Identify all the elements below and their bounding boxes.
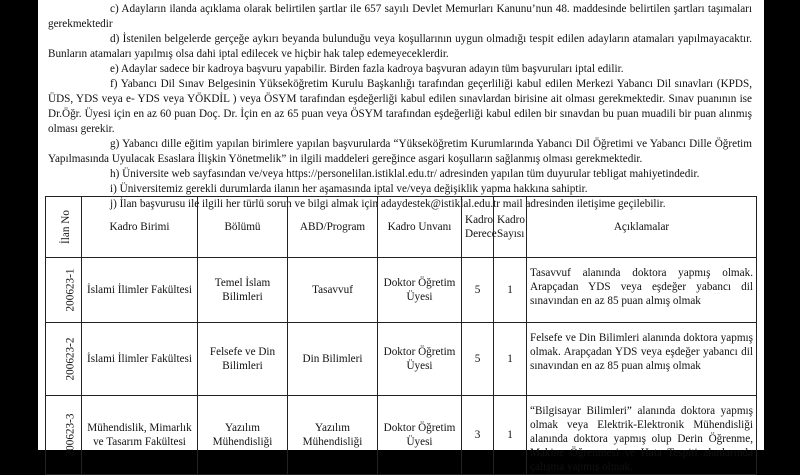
paragraph-h: h) Üniversite web sayfasından ve/veya https://personelilan.istiklal.edu.tr/ adresinden yapılan tüm duyurular tebligat mahiyetindedir. xyxy=(110,168,700,180)
cell-bolumu: Temel İslam Bilimleri xyxy=(198,258,288,323)
table-row xyxy=(46,323,757,396)
paragraph-c: c) Adayların ilanda açıklama olarak belirtilen şartlar ile 657 sayılı Devlet Memurları Kanunu’nun 48. maddesinde belirtilen şartları taşımaları gerekmektedir xyxy=(48,3,752,30)
paragraph-g: g) Yabancı dille eğitim yapılan birimlere yapılan başvurularda “Yükseköğretim Kurumlarında Yabancı Dil Öğretimi ve Yabancı Dille Öğretim Yapılmasında Uyulacak Esaslara İlişkin Yönetmelik” in ilgili maddeleri gereğince asgari koşulların sağlanmış olması gerekmektedir. xyxy=(48,138,752,165)
cell-bolumu: Yazılım Mühendisliği xyxy=(198,396,288,475)
cell-abd: Yazılım Mühendisliği xyxy=(288,396,378,475)
paragraph-f: f) Yabancı Dil Sınav Belgesinin Yükseköğretim Kurulu Başkanlığı tarafından geçerliliği kabul edilen Merkezi Yabancı Dil sınavları (KPDS, ÜDS, YDS veya e- YDS veya YÖKDİL ) veya ÖSYM tarafından eşdeğerliği kabul edilen sınavlardan birisine ait olması gerekmektedir. Sınav puanının ise Dr.Öğr. Üyesi için en az 60 puan Doç. Dr. İçin en az 65 puan veya ÖSYM tarafından eşdeğerliği kabul edilen bir sınavdan bu puan muadili bir puan alınmış olması gerekir. xyxy=(48,78,752,135)
header-sayisi: Kadro Sayısı xyxy=(494,197,527,258)
cell-unvan: Doktor Öğretim Üyesi xyxy=(378,396,462,475)
table-row xyxy=(46,258,757,323)
table-row xyxy=(46,396,757,475)
conditions-text xyxy=(48,2,752,212)
cell-derece: 5 xyxy=(462,258,494,323)
header-unvan: Kadro Unvanı xyxy=(378,197,462,258)
header-derece: Kadro Derece xyxy=(462,197,494,258)
cell-ilan-no: 200623-2 xyxy=(46,323,82,396)
cell-abd: Tasavvuf xyxy=(288,258,378,323)
cell-kadro-birimi: Mühendislik, Mimarlık ve Tasarım Fakültesi xyxy=(82,396,198,475)
cell-unvan: Doktor Öğretim Üyesi xyxy=(378,323,462,396)
paragraph-d: d) İstenilen belgelerde gerçeğe aykırı beyanda bulunduğu veya koşullarının uygun olmadığı tespit edilen adayların atamaları yapılmayacaktır. Bunların atamaları yapılmış olsa dahi iptal edilecek ve hiçbir hak talep edemeyeceklerdir. xyxy=(48,33,752,60)
header-ilan-no: İlan No xyxy=(46,197,82,258)
table-header-row xyxy=(46,197,757,258)
paragraph-j: j) İlan başvurusu ile ilgili her türlü sorun ve bilgi almak için adaydestek@istiklal.edu.tr mail adresinden iletişime geçilebilir. xyxy=(110,198,666,210)
cell-bolumu: Felsefe ve Din Bilimleri xyxy=(198,323,288,396)
paragraph-e: e) Adaylar sadece bir kadroya başvuru yapabilir. Birden fazla kadroya başvuran adayın tüm başvuruları iptal edilir. xyxy=(110,63,624,75)
cell-unvan: Doktor Öğretim Üyesi xyxy=(378,258,462,323)
header-kadro-birimi: Kadro Birimi xyxy=(82,197,198,258)
cell-sayisi: 1 xyxy=(494,396,527,475)
cell-kadro-birimi: İslami İlimler Fakültesi xyxy=(82,258,198,323)
positions-table xyxy=(45,196,757,475)
cell-derece: 3 xyxy=(462,396,494,475)
cell-kadro-birimi: İslami İlimler Fakültesi xyxy=(82,323,198,396)
cell-abd: Din Bilimleri xyxy=(288,323,378,396)
paragraph-i: i) Üniversitemiz gerekli durumlarda ilanın her aşamasında iptal ve/veya değişiklik yapma hakkına sahiptir. xyxy=(110,183,588,195)
cell-sayisi: 1 xyxy=(494,258,527,323)
cell-aciklama: “Bilgisayar Bilimleri” alanında doktora yapmış olmak veya Elektrik-Elektronik Mühendisliği alanında doktora yapmış olup Derin Öğrenme, Makine Öğrenmesi ve Hata Tespiti alanlarında çalışma yapmış olmak. xyxy=(527,396,757,475)
cell-sayisi: 1 xyxy=(494,323,527,396)
header-abd: ABD/Program xyxy=(288,197,378,258)
cell-ilan-no: 200623-3 xyxy=(46,396,82,475)
cell-derece: 5 xyxy=(462,323,494,396)
document-page xyxy=(38,0,764,473)
header-bolumu: Bölümü xyxy=(198,197,288,258)
cell-ilan-no: 200623-1 xyxy=(46,258,82,323)
cell-aciklama: Tasavvuf alanında doktora yapmış olmak. Arapçadan YDS veya eşdeğer yabancı dil sınavından en az 85 puan almış olmak xyxy=(527,258,757,323)
cell-aciklama: Felsefe ve Din Bilimleri alanında doktora yapmış olmak. Arapçadan YDS veya eşdeğer yabancı dil sınavından en az 85 puan almış olmak xyxy=(527,323,757,396)
header-aciklama: Açıklamalar xyxy=(527,197,757,258)
